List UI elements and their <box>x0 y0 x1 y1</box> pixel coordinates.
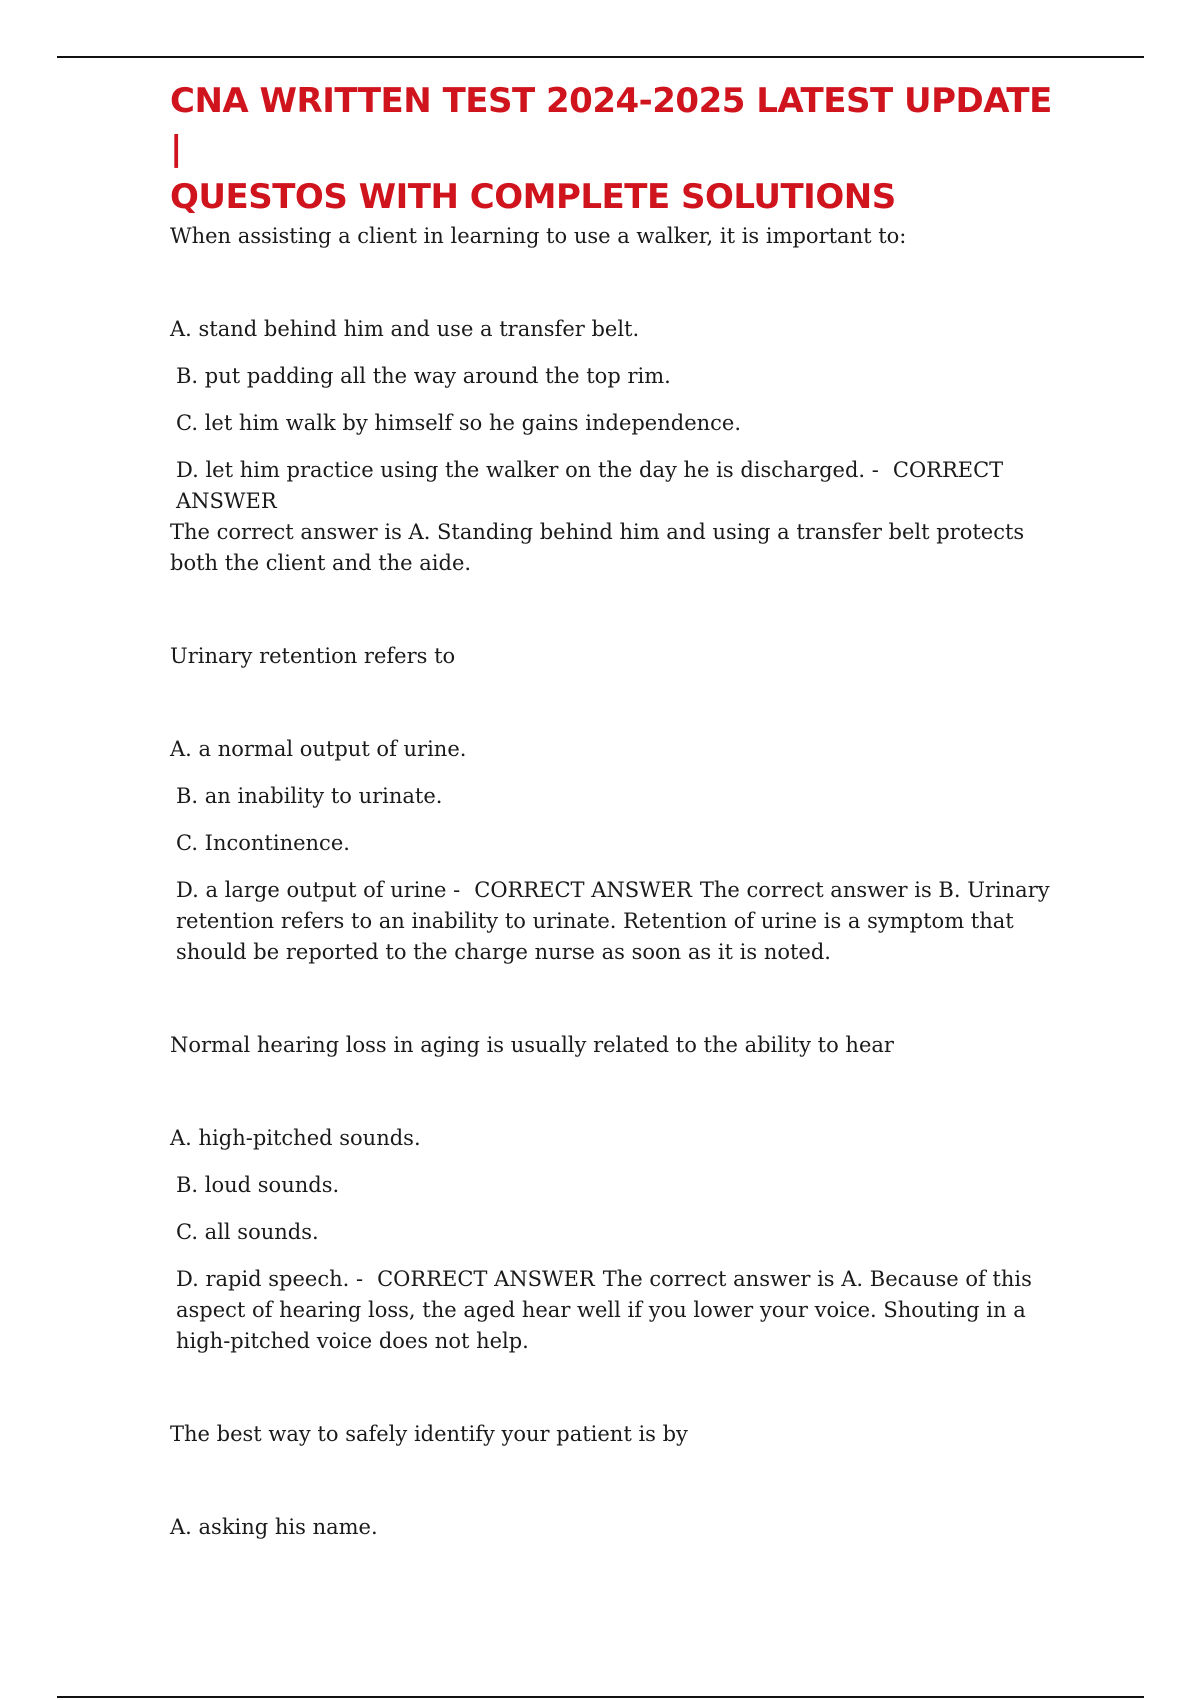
title-line-1: CNA WRITTEN TEST 2024-2025 LATEST UPDATE | <box>170 81 1052 169</box>
option-a: A. stand behind him and use a transfer belt. <box>170 317 640 341</box>
question-text: When assisting a client in learning to use a walker, it is important to: <box>170 224 907 248</box>
option-c: C. all sounds. <box>176 1220 319 1244</box>
option-d: D. rapid speech. - <box>176 1267 364 1291</box>
question-block <box>170 221 1070 579</box>
option-b: B. loud sounds. <box>176 1173 340 1197</box>
question-text: Urinary retention refers to <box>170 644 456 668</box>
title-line-2: QUESTOS WITH COMPLETE SOLUTIONS <box>170 177 896 217</box>
question-text: The best way to safely identify your patient is by <box>170 1422 688 1446</box>
option-b: B. an inability to urinate. <box>176 784 443 808</box>
answer-explanation: The correct answer is A. Standing behind him and using a transfer belt protects both the client and the aide. <box>170 520 1025 575</box>
top-rule <box>57 56 1144 58</box>
option-d-with-answer <box>170 1264 1070 1357</box>
document-body <box>170 77 1070 1543</box>
option-a: A. asking his name. <box>170 1515 378 1539</box>
option-d-with-answer <box>170 455 1070 517</box>
option-d: D. let him practice using the walker on the day he is discharged. - <box>176 458 879 482</box>
correct-answer-label: CORRECT ANSWER <box>474 878 692 902</box>
question-text: Normal hearing loss in aging is usually related to the ability to hear <box>170 1033 894 1057</box>
answer-explanation: The correct answer is B. Urinary retention refers to an inability to urinate. Retention of urine is a symptom that should be reported to the charge nurse as soon as it is noted. <box>176 878 1050 964</box>
option-a: A. a normal output of urine. <box>170 737 467 761</box>
question-block <box>170 1419 1070 1543</box>
option-d-with-answer <box>170 875 1070 968</box>
option-b: B. put padding all the way around the top rim. <box>176 364 671 388</box>
bottom-rule <box>57 1696 1144 1698</box>
option-a: A. high-pitched sounds. <box>170 1126 421 1150</box>
document-title <box>170 77 1070 221</box>
correct-answer-label: CORRECT ANSWER <box>377 1267 595 1291</box>
option-c: C. Incontinence. <box>176 831 350 855</box>
question-block <box>170 641 1070 968</box>
option-c: C. let him walk by himself so he gains independence. <box>176 411 742 435</box>
option-d: D. a large output of urine - <box>176 878 461 902</box>
question-block <box>170 1030 1070 1357</box>
correct-answer-label: CORRECT ANSWER <box>176 458 1004 513</box>
answer-explanation: The correct answer is A. Because of this aspect of hearing loss, the aged hear well if you lower your voice. Shouting in a high-pitched voice does not help. <box>176 1267 1032 1353</box>
